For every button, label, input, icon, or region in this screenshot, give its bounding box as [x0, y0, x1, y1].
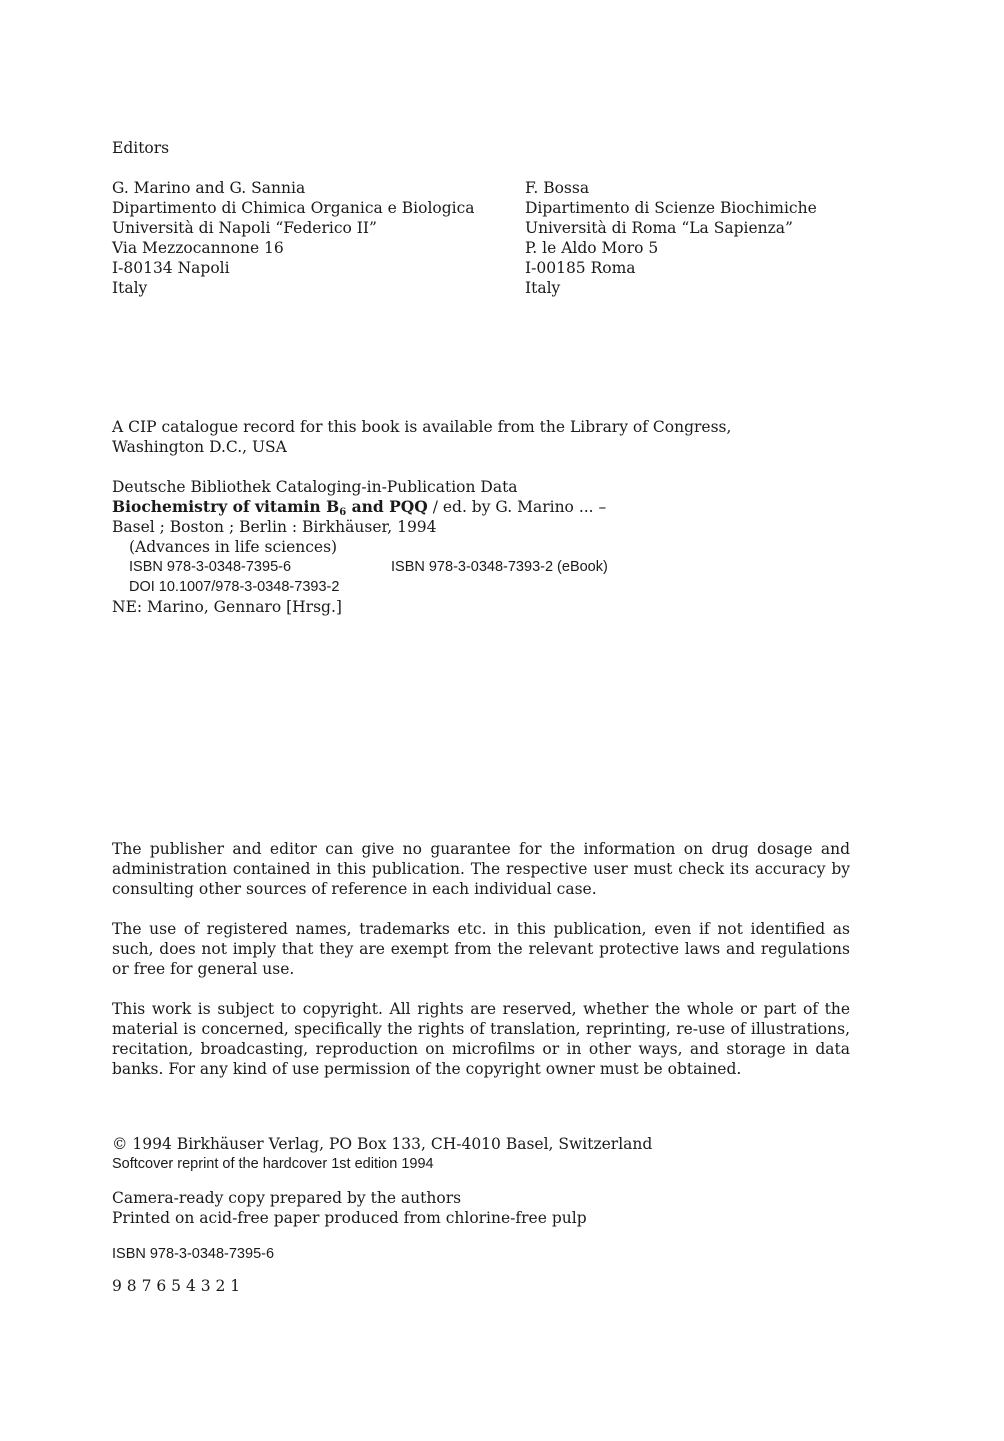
editor-left-street: Via Mezzocannone 16: [112, 239, 284, 257]
editor-left-city: I-80134 Napoli: [112, 259, 230, 277]
editor-left-univ: Università di Napoli “Federico II”: [112, 219, 377, 237]
editor-left-country: Italy: [112, 279, 148, 297]
copyright-line: © 1994 Birkhäuser Verlag, PO Box 133, CH-4010 Basel, Switzerland: [112, 1135, 653, 1153]
print-run-numbers: 9 8 7 6 5 4 3 2 1: [112, 1277, 241, 1295]
cip-notice: [112, 417, 731, 457]
disclaimer-drug-dosage: The publisher and editor can give no guarantee for the information on drug dosage and administration contained in this publication. The respective user must check its accuracy by consulting other sources of reference in each individual case.: [112, 840, 850, 898]
editor-right-street: P. le Aldo Moro 5: [525, 239, 659, 257]
editor-right-address: [525, 178, 817, 298]
editor-right-univ: Università di Roma “La Sapienza”: [525, 219, 793, 237]
editor-left-address: [112, 178, 475, 298]
isbn-bottom: ISBN 978-3-0348-7395-6: [112, 1246, 275, 1262]
series: (Advances in life sciences): [129, 538, 338, 556]
editor-right-dept: Dipartimento di Scienze Biochimiche: [525, 199, 817, 217]
cip-line-2: Washington D.C., USA: [112, 438, 287, 456]
editor-left-names: G. Marino and G. Sannia: [112, 179, 306, 197]
editor-right-city: I-00185 Roma: [525, 259, 636, 277]
editor-left-dept: Dipartimento di Chimica Organica e Biologica: [112, 199, 475, 217]
disclaimer-copyright: This work is subject to copyright. All rights are reserved, whether the whole or part of the material is concerned, specifically the rights of translation, reprinting, re-use of illustrations, recitation, broadcasting, reproduction on microfilms or in other ways, and storage in data banks. For any kind of use permission of the copyright owner must be obtained.: [112, 1000, 850, 1078]
softcover-line: Softcover reprint of the hardcover 1st edition 1994: [112, 1156, 434, 1172]
doi: DOI 10.1007/978-3-0348-7393-2: [129, 579, 340, 595]
isbn-line: [112, 557, 608, 577]
isbn-print: ISBN 978-3-0348-7395-6: [129, 559, 292, 575]
book-title: Biochemistry of vitamin $B_6$ and PQQ: [112, 497, 428, 518]
printed-on-line: Printed on acid-free paper produced from chlorine-free pulp: [112, 1209, 587, 1227]
disclaimer-trademarks: The use of registered names, trademarks etc. in this publication, even if not identified as such, does not imply that they are exempt from the relevant protective laws and regulations or free for general use.: [112, 920, 850, 978]
isbn-ebook: ISBN 978-3-0348-7393-2 (eBook): [391, 559, 608, 575]
editor-right-names: F. Bossa: [525, 179, 590, 197]
camera-ready-line: Camera-ready copy prepared by the authors: [112, 1189, 462, 1207]
cip-line-1: A CIP catalogue record for this book is available from the Library of Congress,: [112, 418, 732, 436]
editors-heading: Editors: [112, 139, 170, 157]
cataloging-heading: Deutsche Bibliothek Cataloging-in-Publication Data: [112, 478, 518, 496]
book-editor-credit: / ed. by G. Marino ... –: [427, 498, 607, 516]
ne-line: NE: Marino, Gennaro [Hrsg.]: [112, 598, 342, 616]
cataloging-data: [112, 477, 608, 617]
editor-right-country: Italy: [525, 279, 561, 297]
book-title-line: [112, 497, 608, 517]
imprint: Basel ; Boston ; Berlin : Birkhäuser, 1994: [112, 518, 437, 536]
